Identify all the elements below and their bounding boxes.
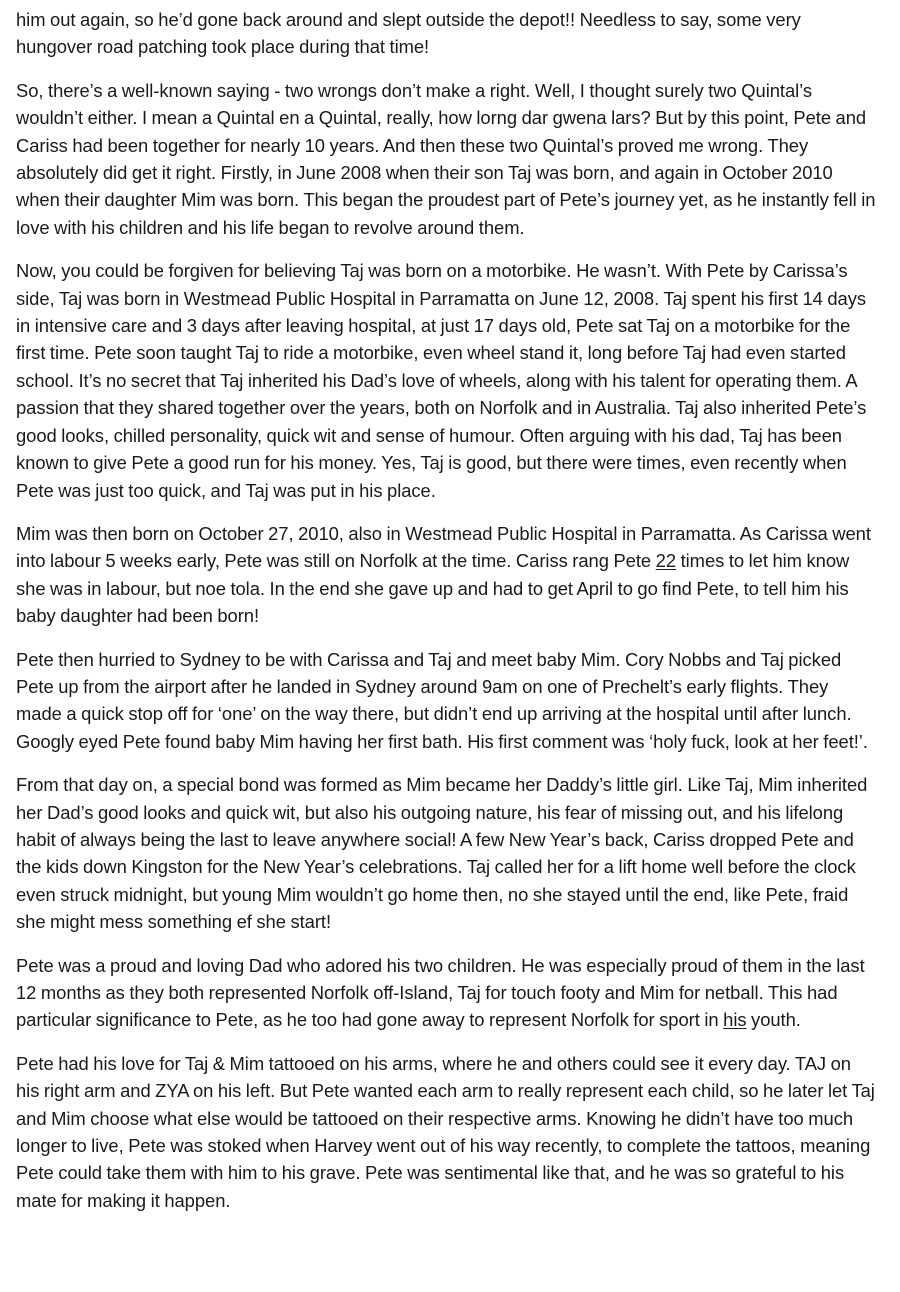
paragraph <box>16 77 878 241</box>
underlined-text: 22 <box>655 550 677 572</box>
paragraph <box>16 1050 878 1214</box>
paragraph-text: times to let him know she was in labour, but noe tola. In the end she gave up and had to get April to go find Pete, to tell him his baby daughter had been born! <box>16 550 850 627</box>
paragraph-text: Pete was a proud and loving Dad who adored his two children. He was especially proud of them in the last 12 months as they both represented Norfolk off-Island, Taj for touch footy and Mim for netball. This had particular significance to Pete, as he too had gone away to represent Norfolk for sport in <box>16 954 865 1031</box>
paragraph-text: Mim was then born on October 27, 2010, also in Westmead Public Hospital in Parramatta. As Carissa went into labour 5 weeks early, Pete was still on Norfolk at the time. Cariss rang Pete <box>16 522 871 572</box>
paragraph-text: From that day on, a special bond was formed as Mim became her Daddy’s little girl. Like Taj, Mim inherited her Dad’s good looks and quick wit, but also his outgoing nature, his fear of missing out, and his lifelong habit of always being the last to leave anywhere social! A few New Year’s back, Cariss dropped Pete and the kids down Kingston for the New Year’s celebrations. Taj called her for a lift home well before the clock even struck midnight, but young Mim wouldn’t go home then, no she stayed until the end, like Pete, fraid she might mess something ef she start! <box>16 774 868 933</box>
paragraph-text: him out again, so he’d gone back around and slept outside the depot!! Needless to say, some very hungover road patching took place during that time! <box>16 9 801 58</box>
paragraph <box>16 6 878 61</box>
paragraph-text: Pete then hurried to Sydney to be with Carissa and Taj and meet baby Mim. Cory Nobbs and Taj picked Pete up from the airport after he landed in Sydney around 9am on one of Prechelt’s early flights. They made a quick stop off for ‘one’ on the way there, but didn’t end up arriving at the hospital until after lunch. Googly eyed Pete found baby Mim having her first bath. His first comment was ‘holy fuck, look at her feet!’. <box>16 648 868 752</box>
paragraph <box>16 952 878 1034</box>
paragraph-text: Pete had his love for Taj & Mim tattooed on his arms, where he and others could see it every day. TAJ on his right arm and ZYA on his left. But Pete wanted each arm to really represent each child, so he later let Taj and Mim choose what else would be tattooed on their respective arms. Knowing he didn’t have too much longer to live, Pete was stoked when Harvey went out of his way recently, to complete the tattoos, meaning Pete could take them with him to his grave. Pete was sentimental like that, and he was so grateful to his mate for making it happen. <box>16 1052 875 1211</box>
underlined-text: his <box>723 1009 747 1031</box>
paragraph-text: youth. <box>746 1009 801 1031</box>
paragraph <box>16 257 878 504</box>
document-page <box>16 6 878 1230</box>
paragraph <box>16 646 878 756</box>
paragraph <box>16 520 878 630</box>
paragraph-text: Now, you could be forgiven for believing Taj was born on a motorbike. He wasn’t. With Pete by Carissa’s side, Taj was born in Westmead Public Hospital in Parramatta on June 12, 2008. Taj spent his first 14 days in intensive care and 3 days after leaving hospital, at just 17 days old, Pete sat Taj on a motorbike for the first time. Pete soon taught Taj to ride a motorbike, even wheel stand it, long before Taj had even started school. It’s no secret that Taj inherited his Dad’s love of wheels, along with his talent for operating them. A passion that they shared together over the years, both on Norfolk and in Australia. Taj also inherited Pete’s good looks, chilled personality, quick wit and sense of humour. Often arguing with his dad, Taj has been known to give Pete a good run for his money. Yes, Taj is good, but there were times, even recently when Pete was just too quick, and Taj was put in his place. <box>16 260 867 501</box>
paragraph-text: So, there’s a well-known saying - two wrongs don’t make a right. Well, I thought surely two Quintal’s wouldn’t either. I mean a Quintal en a Quintal, really, how lorng dar gwena lars? But by this point, Pete and Cariss had been together for nearly 10 years. And then these two Quintal’s proved me wrong. They absolutely did get it right. Firstly, in June 2008 when their son Taj was born, and again in October 2010 when their daughter Mim was born. This began the proudest part of Pete’s journey yet, as he instantly fell in love with his children and his life began to revolve around them. <box>16 79 876 238</box>
paragraph <box>16 771 878 935</box>
